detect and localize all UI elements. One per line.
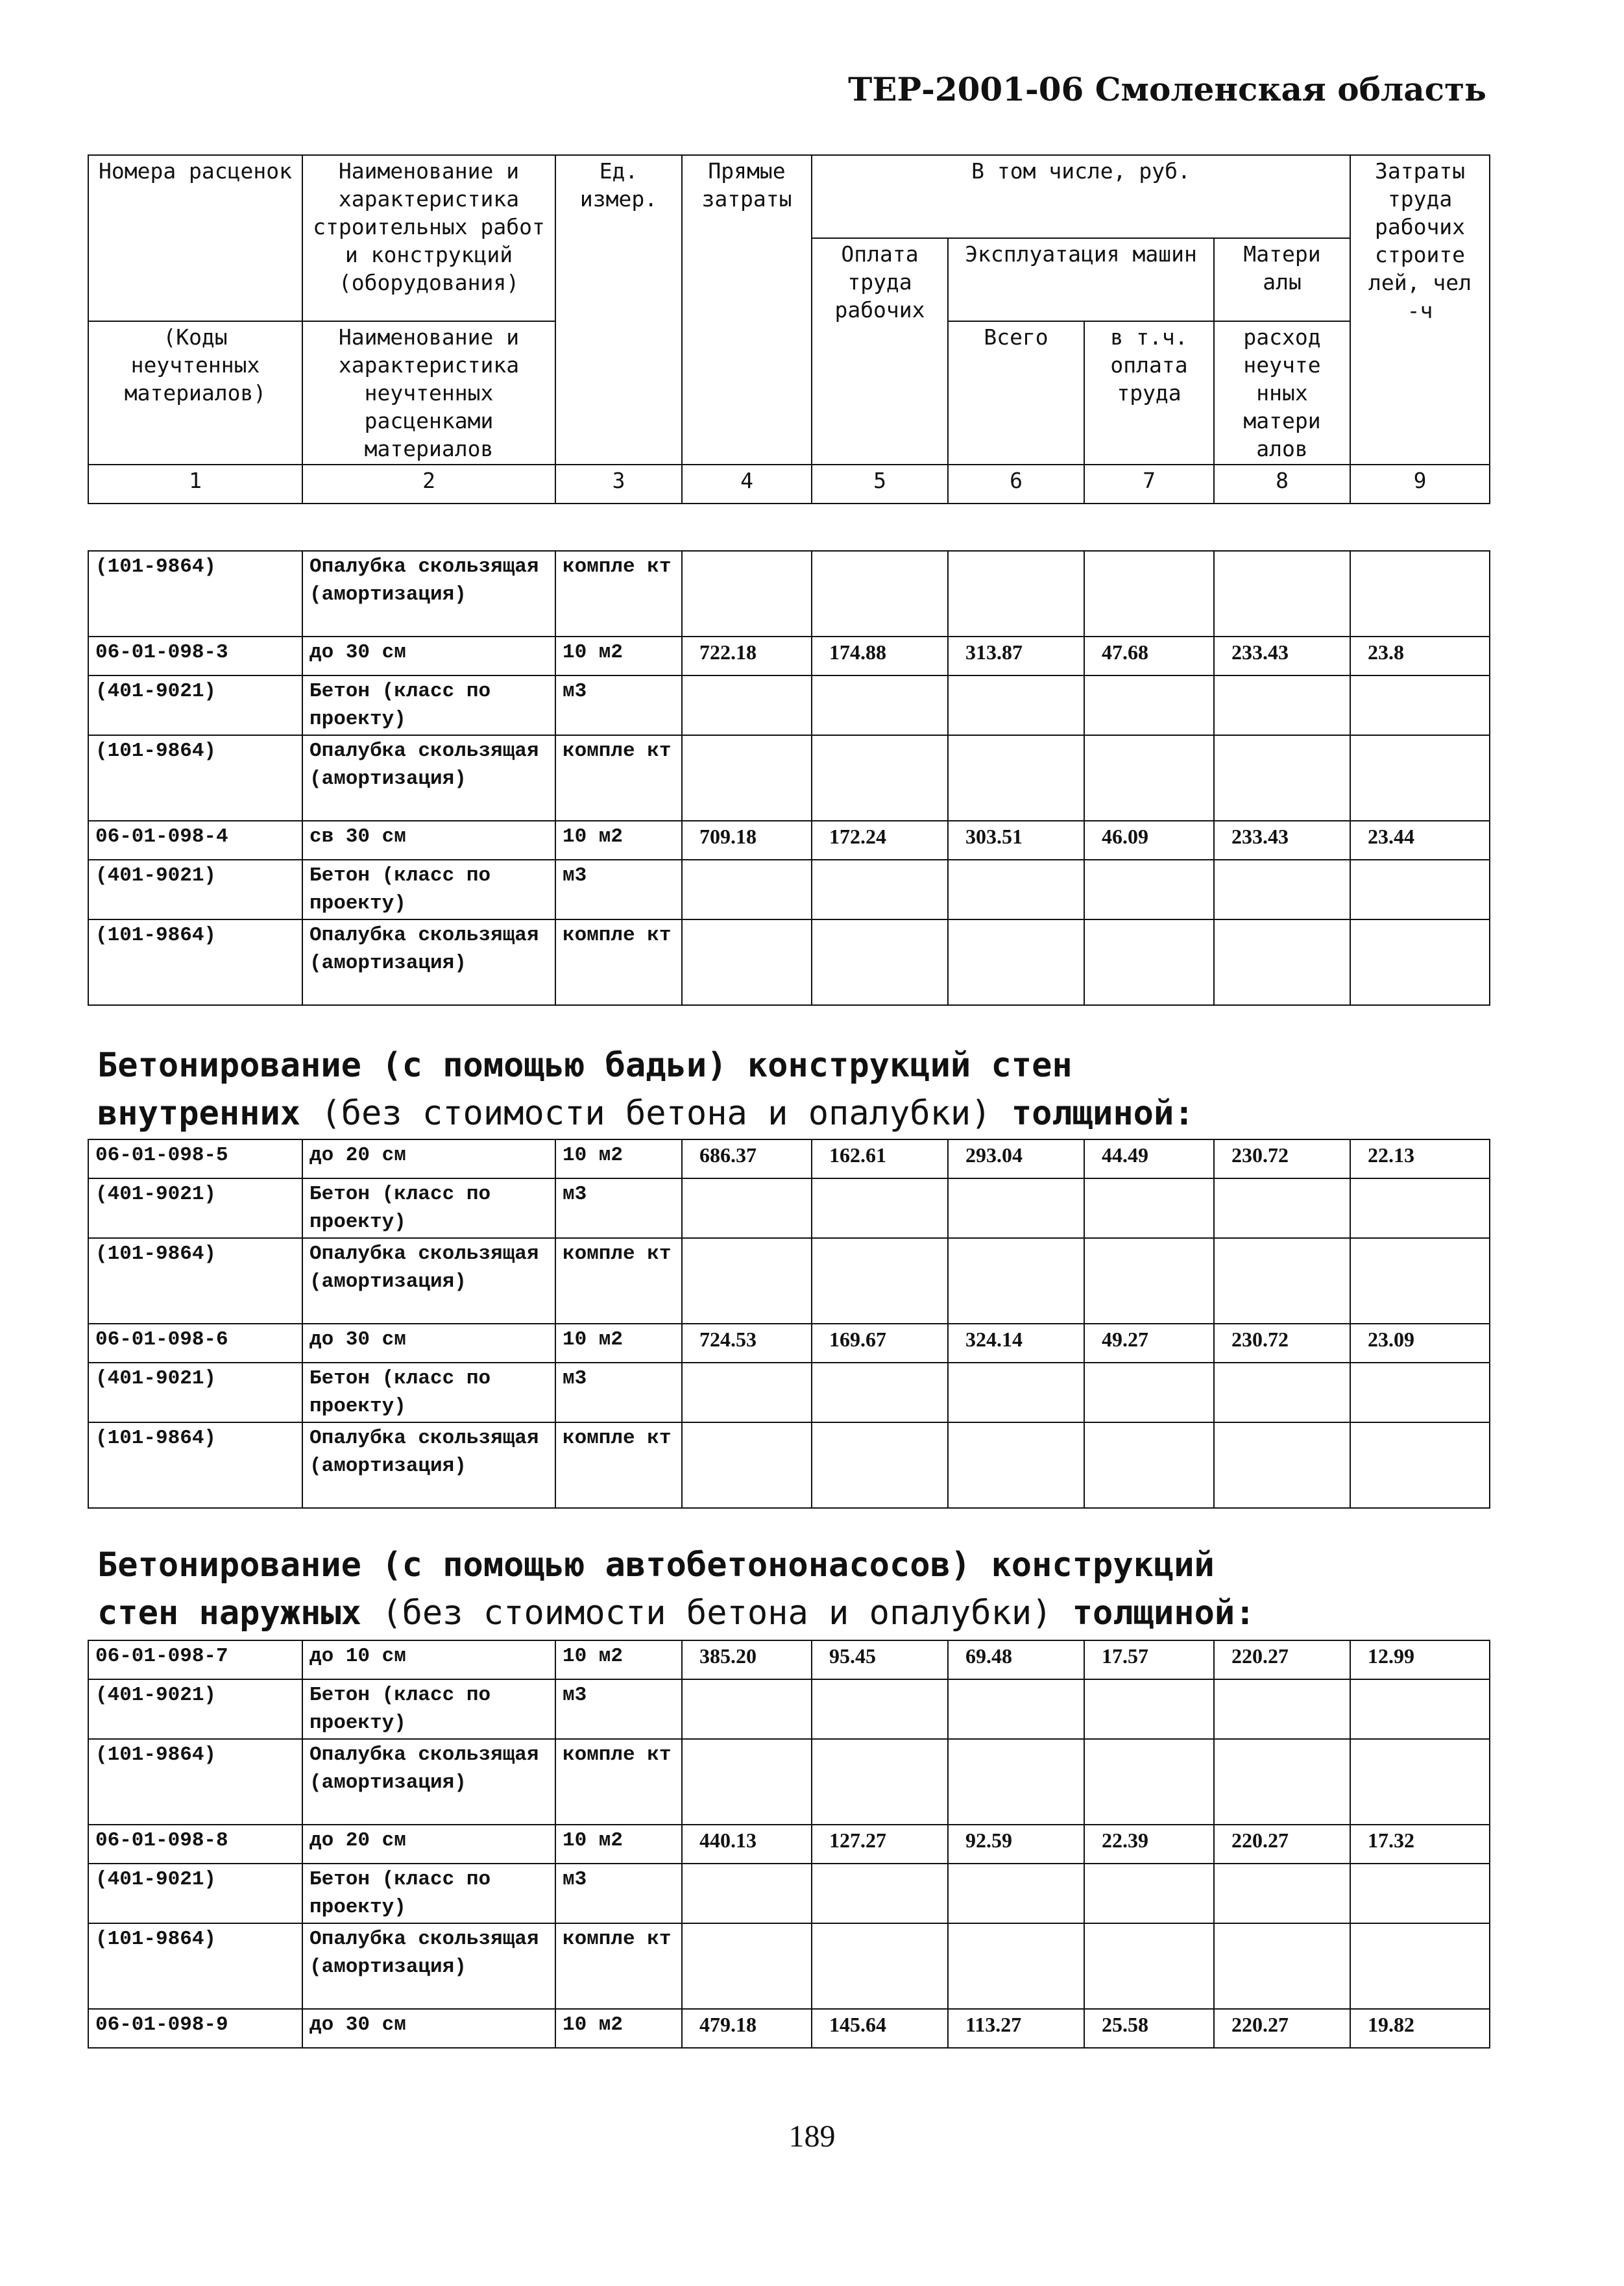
page-number: 189 [788,2119,836,2154]
row-labor-pay [812,675,948,735]
row-machine-labor-pay [1084,1864,1214,1923]
row-machine-labor-pay [1084,1422,1214,1508]
header-num-6: 6 [948,465,1084,504]
row-direct-cost [682,675,812,735]
header-num-5: 5 [812,465,948,504]
row-code: (401-9021) [88,675,302,735]
row-machine-cost [948,919,1084,1005]
row-labor-pay: 169.67 [812,1324,948,1363]
row-unit: 10 м2 [555,1825,682,1864]
row-unit: компле кт [555,551,682,637]
table-row [88,1139,1490,1178]
row-name: Бетон (класс по проекту) [302,1178,555,1238]
row-name: Опалубка скользящая (амортизация) [302,919,555,1005]
row-worker-hours: 12.99 [1350,1640,1490,1679]
row-machine-labor-pay [1084,1739,1214,1825]
header-col1-bottom: (Коды неучтенных материалов) [88,321,302,465]
row-materials: 220.27 [1214,2009,1350,2048]
row-worker-hours [1350,1679,1490,1739]
header-num-2: 2 [302,465,555,504]
row-code: (101-9864) [88,1923,302,2009]
row-code: (101-9864) [88,1422,302,1508]
row-worker-hours [1350,735,1490,821]
row-materials: 220.27 [1214,1640,1350,1679]
row-worker-hours [1350,860,1490,919]
row-direct-cost [682,735,812,821]
header-num-7: 7 [1084,465,1214,504]
row-name: Опалубка скользящая (амортизация) [302,1422,555,1508]
row-machine-cost [948,735,1084,821]
row-name: св 30 см [302,821,555,860]
row-materials: 230.72 [1214,1139,1350,1178]
row-materials [1214,1679,1350,1739]
row-materials [1214,1739,1350,1825]
table-row [88,675,1490,735]
row-direct-cost [682,919,812,1005]
row-worker-hours [1350,1864,1490,1923]
row-unit: компле кт [555,1923,682,2009]
row-machine-cost: 69.48 [948,1640,1084,1679]
row-unit: 10 м2 [555,1139,682,1178]
row-direct-cost [682,1864,812,1923]
row-name: Бетон (класс по проекту) [302,1363,555,1422]
row-labor-pay [812,1739,948,1825]
row-worker-hours [1350,1238,1490,1324]
rates-table-1 [88,550,1490,1006]
row-labor-pay [812,1864,948,1923]
table-row [88,551,1490,637]
header-col1-top: Номера расценок [88,155,302,238]
header-col5: Оплата труда рабочих [812,238,948,465]
row-name: до 30 см [302,2009,555,2048]
row-machine-labor-pay: 22.39 [1084,1825,1214,1864]
row-name: Опалубка скользящая (амортизация) [302,1238,555,1324]
row-labor-pay [812,1178,948,1238]
header-group: В том числе, руб. [812,155,1350,238]
row-direct-cost: 686.37 [682,1139,812,1178]
row-machine-labor-pay: 46.09 [1084,821,1214,860]
row-worker-hours: 23.09 [1350,1324,1490,1363]
row-unit: компле кт [555,1739,682,1825]
row-name: до 20 см [302,1139,555,1178]
table-row [88,1825,1490,1864]
row-materials [1214,1422,1350,1508]
row-direct-cost: 479.18 [682,2009,812,2048]
row-unit: 10 м2 [555,2009,682,2048]
header-exploitation: Эксплуатация машин [948,238,1214,321]
section3-title-part2: стен наружных [97,1594,361,1633]
row-machine-labor-pay: 47.68 [1084,637,1214,675]
row-machine-cost [948,1923,1084,2009]
row-unit: компле кт [555,1238,682,1324]
row-unit: компле кт [555,1422,682,1508]
row-direct-cost [682,1178,812,1238]
table-row [88,1238,1490,1324]
row-worker-hours: 17.32 [1350,1825,1490,1864]
header-col9: Затраты труда рабочих строите лей, чел -ч [1350,155,1490,465]
section2-title-part2: внутренних [97,1094,301,1133]
row-machine-cost [948,1422,1084,1508]
row-machine-cost [948,1363,1084,1422]
header-col1-spacer [88,238,302,321]
table-row [88,821,1490,860]
row-code: 06-01-098-3 [88,637,302,675]
row-worker-hours [1350,1422,1490,1508]
row-name: Бетон (класс по проекту) [302,675,555,735]
header-num-4: 4 [682,465,812,504]
rates-table-2 [88,1139,1490,1509]
row-machine-labor-pay: 25.58 [1084,2009,1214,2048]
row-unit: 10 м2 [555,637,682,675]
header-col6: Всего [948,321,1084,465]
table-row [88,1363,1490,1422]
table-row [88,2009,1490,2048]
row-machine-labor-pay [1084,551,1214,637]
row-labor-pay: 172.24 [812,821,948,860]
row-unit: 10 м2 [555,1324,682,1363]
row-worker-hours [1350,675,1490,735]
row-machine-cost [948,1679,1084,1739]
row-code: 06-01-098-5 [88,1139,302,1178]
row-machine-labor-pay [1084,1679,1214,1739]
row-labor-pay [812,1679,948,1739]
row-labor-pay: 174.88 [812,637,948,675]
row-labor-pay: 95.45 [812,1640,948,1679]
row-machine-labor-pay: 44.49 [1084,1139,1214,1178]
row-machine-cost: 92.59 [948,1825,1084,1864]
table-row [88,919,1490,1005]
row-machine-labor-pay [1084,1923,1214,2009]
row-materials [1214,919,1350,1005]
row-machine-cost: 313.87 [948,637,1084,675]
row-direct-cost: 385.20 [682,1640,812,1679]
row-machine-labor-pay [1084,919,1214,1005]
row-name: Бетон (класс по проекту) [302,860,555,919]
header-col4: Прямые затраты [682,155,812,465]
row-worker-hours [1350,1923,1490,2009]
table-row [88,1679,1490,1739]
row-name: Бетон (класс по проекту) [302,1679,555,1739]
row-name: Опалубка скользящая (амортизация) [302,735,555,821]
row-machine-cost [948,551,1084,637]
row-direct-cost [682,860,812,919]
row-code: (101-9864) [88,919,302,1005]
row-worker-hours: 23.44 [1350,821,1490,860]
row-unit: м3 [555,1864,682,1923]
row-worker-hours: 19.82 [1350,2009,1490,2048]
row-labor-pay [812,1923,948,2009]
row-machine-cost [948,860,1084,919]
row-machine-labor-pay [1084,675,1214,735]
row-name: Бетон (класс по проекту) [302,1864,555,1923]
row-materials: 233.43 [1214,821,1350,860]
row-direct-cost [682,1363,812,1422]
row-direct-cost [682,1739,812,1825]
row-machine-labor-pay: 17.57 [1084,1640,1214,1679]
row-labor-pay [812,551,948,637]
row-machine-cost: 113.27 [948,2009,1084,2048]
row-direct-cost: 440.13 [682,1825,812,1864]
row-name: Опалубка скользящая (амортизация) [302,1923,555,2009]
row-unit: 10 м2 [555,1640,682,1679]
row-unit: м3 [555,1178,682,1238]
section2-title-part1: Бетонирование (с помощью бадьи) конструкций стен [97,1046,1073,1085]
header-num-9: 9 [1350,465,1490,504]
row-materials: 233.43 [1214,637,1350,675]
row-machine-cost [948,1178,1084,1238]
header-col2-top: Наименование и характеристика строительных работ и конструкций (оборудования) [302,155,555,321]
row-worker-hours [1350,1178,1490,1238]
row-materials: 230.72 [1214,1324,1350,1363]
section2-title-part4: толщиной: [1011,1094,1194,1133]
row-code: (101-9864) [88,1238,302,1324]
row-machine-cost [948,1238,1084,1324]
section3-title-part4: толщиной: [1072,1594,1255,1633]
table-row [88,1324,1490,1363]
row-code: (401-9021) [88,1178,302,1238]
row-worker-hours [1350,1739,1490,1825]
row-machine-labor-pay [1084,1178,1214,1238]
header-num-1: 1 [88,465,302,504]
header-num-8: 8 [1214,465,1350,504]
row-unit: компле кт [555,919,682,1005]
row-name: Опалубка скользящая (амортизация) [302,1739,555,1825]
row-unit: м3 [555,1363,682,1422]
row-code: 06-01-098-4 [88,821,302,860]
row-code: (101-9864) [88,551,302,637]
row-unit: м3 [555,1679,682,1739]
table-row [88,735,1490,821]
column-header-table [88,154,1490,504]
row-code: (401-9021) [88,1363,302,1422]
row-worker-hours: 23.8 [1350,637,1490,675]
row-code: 06-01-098-7 [88,1640,302,1679]
row-materials [1214,551,1350,637]
row-code: 06-01-098-6 [88,1324,302,1363]
row-labor-pay: 145.64 [812,2009,948,2048]
table-row [88,1640,1490,1679]
header-col8-top: Матери алы [1214,238,1350,321]
row-name: Опалубка скользящая (амортизация) [302,551,555,637]
row-materials [1214,735,1350,821]
row-name: до 20 см [302,1825,555,1864]
row-code: (101-9864) [88,735,302,821]
row-direct-cost: 709.18 [682,821,812,860]
rates-table-3 [88,1640,1490,2049]
row-machine-cost: 324.14 [948,1324,1084,1363]
table-row [88,1178,1490,1238]
row-labor-pay [812,1363,948,1422]
row-name: до 30 см [302,637,555,675]
section-title-external-walls [97,1541,1525,1637]
row-labor-pay [812,1422,948,1508]
row-labor-pay: 127.27 [812,1825,948,1864]
row-worker-hours [1350,1363,1490,1422]
table-row [88,637,1490,675]
row-code: 06-01-098-8 [88,1825,302,1864]
row-machine-labor-pay [1084,735,1214,821]
header-col2-bottom: Наименование и характеристика неучтенных расценками материалов [302,321,555,465]
row-machine-cost: 303.51 [948,821,1084,860]
table-row [88,1739,1490,1825]
table-row [88,860,1490,919]
row-name: до 30 см [302,1324,555,1363]
row-labor-pay [812,735,948,821]
row-worker-hours: 22.13 [1350,1139,1490,1178]
row-machine-cost [948,1864,1084,1923]
row-machine-labor-pay [1084,860,1214,919]
row-direct-cost: 724.53 [682,1324,812,1363]
row-code: (401-9021) [88,1864,302,1923]
section-title-internal-walls [97,1041,1525,1137]
row-materials [1214,1864,1350,1923]
row-machine-cost [948,675,1084,735]
row-materials [1214,1178,1350,1238]
table-row [88,1923,1490,2009]
row-code: 06-01-098-9 [88,2009,302,2048]
section3-title-part3: (без стоимости бетона и опалубки) [361,1594,1073,1633]
section3-title-part1: Бетонирование (с помощью автобетононасосов) конструкций [97,1546,1215,1585]
row-materials [1214,1923,1350,2009]
row-code: (401-9021) [88,1679,302,1739]
row-unit: 10 м2 [555,821,682,860]
row-materials [1214,675,1350,735]
header-col7: в т.ч. оплата труда [1084,321,1214,465]
row-machine-cost: 293.04 [948,1139,1084,1178]
row-machine-labor-pay: 49.27 [1084,1324,1214,1363]
row-materials [1214,1238,1350,1324]
row-unit: компле кт [555,735,682,821]
row-materials [1214,1363,1350,1422]
row-labor-pay [812,860,948,919]
page-header: ТЕР-2001-06 Смоленская область [848,70,1486,108]
table-row [88,1864,1490,1923]
section2-title-part3: (без стоимости бетона и опалубки) [300,1094,1012,1133]
row-materials [1214,860,1350,919]
row-code: (101-9864) [88,1739,302,1825]
row-labor-pay [812,1238,948,1324]
row-direct-cost [682,1923,812,2009]
row-machine-labor-pay [1084,1363,1214,1422]
row-unit: м3 [555,860,682,919]
row-labor-pay: 162.61 [812,1139,948,1178]
row-direct-cost: 722.18 [682,637,812,675]
row-unit: м3 [555,675,682,735]
row-name: до 10 см [302,1640,555,1679]
row-materials: 220.27 [1214,1825,1350,1864]
table-row [88,1422,1490,1508]
row-direct-cost [682,1238,812,1324]
header-col8-bottom: расход неучте нных матери алов [1214,321,1350,465]
row-machine-cost [948,1739,1084,1825]
row-worker-hours [1350,551,1490,637]
row-machine-labor-pay [1084,1238,1214,1324]
row-direct-cost [682,551,812,637]
row-direct-cost [682,1679,812,1739]
row-code: (401-9021) [88,860,302,919]
header-num-3: 3 [555,465,682,504]
row-labor-pay [812,919,948,1005]
row-worker-hours [1350,919,1490,1005]
header-col3: Ед. измер. [555,155,682,465]
row-direct-cost [682,1422,812,1508]
